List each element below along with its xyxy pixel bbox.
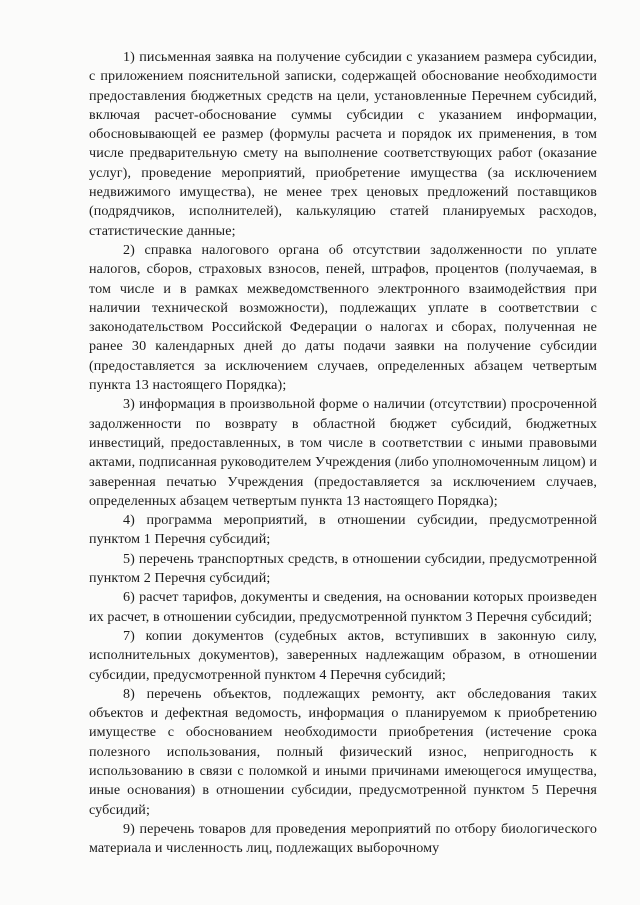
paragraph-item-4: 4) программа мероприятий, в отношении субсидии, предусмотренной пунктом 1 Перечня субсидий; — [89, 512, 597, 548]
document-body — [89, 48, 597, 858]
paragraph-item-1: 1) письменная заявка на получение субсидии с указанием размера субсидии, с приложением пояснительной записки, содержащей обоснование необходимости предоставления бюджетных средств на цели, установленные Перечнем субсидий, включая расчет-обоснование суммы субсидии с указанием информации, обосновывающей ее размер (формулы расчета и порядок их применения, в том числе предварительную смету на выполнение соответствующих работ (оказание услуг), проведение мероприятий, приобретение имущества (за исключением недвижимого имущества), не менее трех ценовых предложений поставщиков (подрядчиков, исполнителей), калькуляцию статей планируемых расходов, статистические данные; — [89, 49, 597, 239]
paragraph-item-6: 6) расчет тарифов, документы и сведения, на основании которых произведен их расчет, в отношении субсидии, предусмотренной пунктом 3 Перечня субсидий; — [89, 589, 597, 625]
paragraph-item-9: 9) перечень товаров для проведения мероприятий по отбору биологического материала и численность лиц, подлежащих выборочному — [89, 820, 597, 857]
paragraph-item-8: 8) перечень объектов, подлежащих ремонту, акт обследования таких объектов и дефектная ведомость, информация о планируемом к приобретению имуществе с обоснованием необходимости приобретения (истечение срока полезного использования, полный физический износ, непригодность к использованию в связи с поломкой и иными причинами имеющегося имущества, иные основания) в отношении субсидии, предусмотренной пунктом 5 Перечня субсидий; — [89, 685, 597, 818]
paragraph-item-5: 5) перечень транспортных средств, в отношении субсидии, предусмотренной пунктом 2 Перечня субсидий; — [89, 550, 597, 587]
paragraph-item-7: 7) копии документов (судебных актов, вступивших в законную силу, исполнительных документов), заверенных надлежащим образом, в отношении субсидии, предусмотренной пунктом 4 Перечня субсидий; — [89, 627, 597, 683]
paragraph-item-3: 3) информация в произвольной форме о наличии (отсутствии) просроченной задолженности по возврату в областной бюджет субсидий, бюджетных инвестиций, предоставленных, в том числе в соответствии с иными правовыми актами, подписанная руководителем Учреждения (либо уполномоченным лицом) и заверенная печатью Учреждения (предоставляется за исключением случаев, определенных абзацем четвертым пункта 13 настоящего Порядка); — [89, 396, 597, 509]
paragraph-item-2: 2) справка налогового органа об отсутствии задолженности по уплате налогов, сборов, страховых взносов, пеней, штрафов, процентов (получаемая, в том числе и в рамках межведомственного электронного взаимодействия при наличии технической возможности), подлежащих уплате в соответствии с законодательством Российской Федерации о налогах и сборах, полученная не ранее 30 календарных дней до даты подачи заявки на получение субсидии (предоставляется за исключением случаев, определенных абзацем четвертым пункта 13 настоящего Порядка); — [89, 241, 597, 394]
